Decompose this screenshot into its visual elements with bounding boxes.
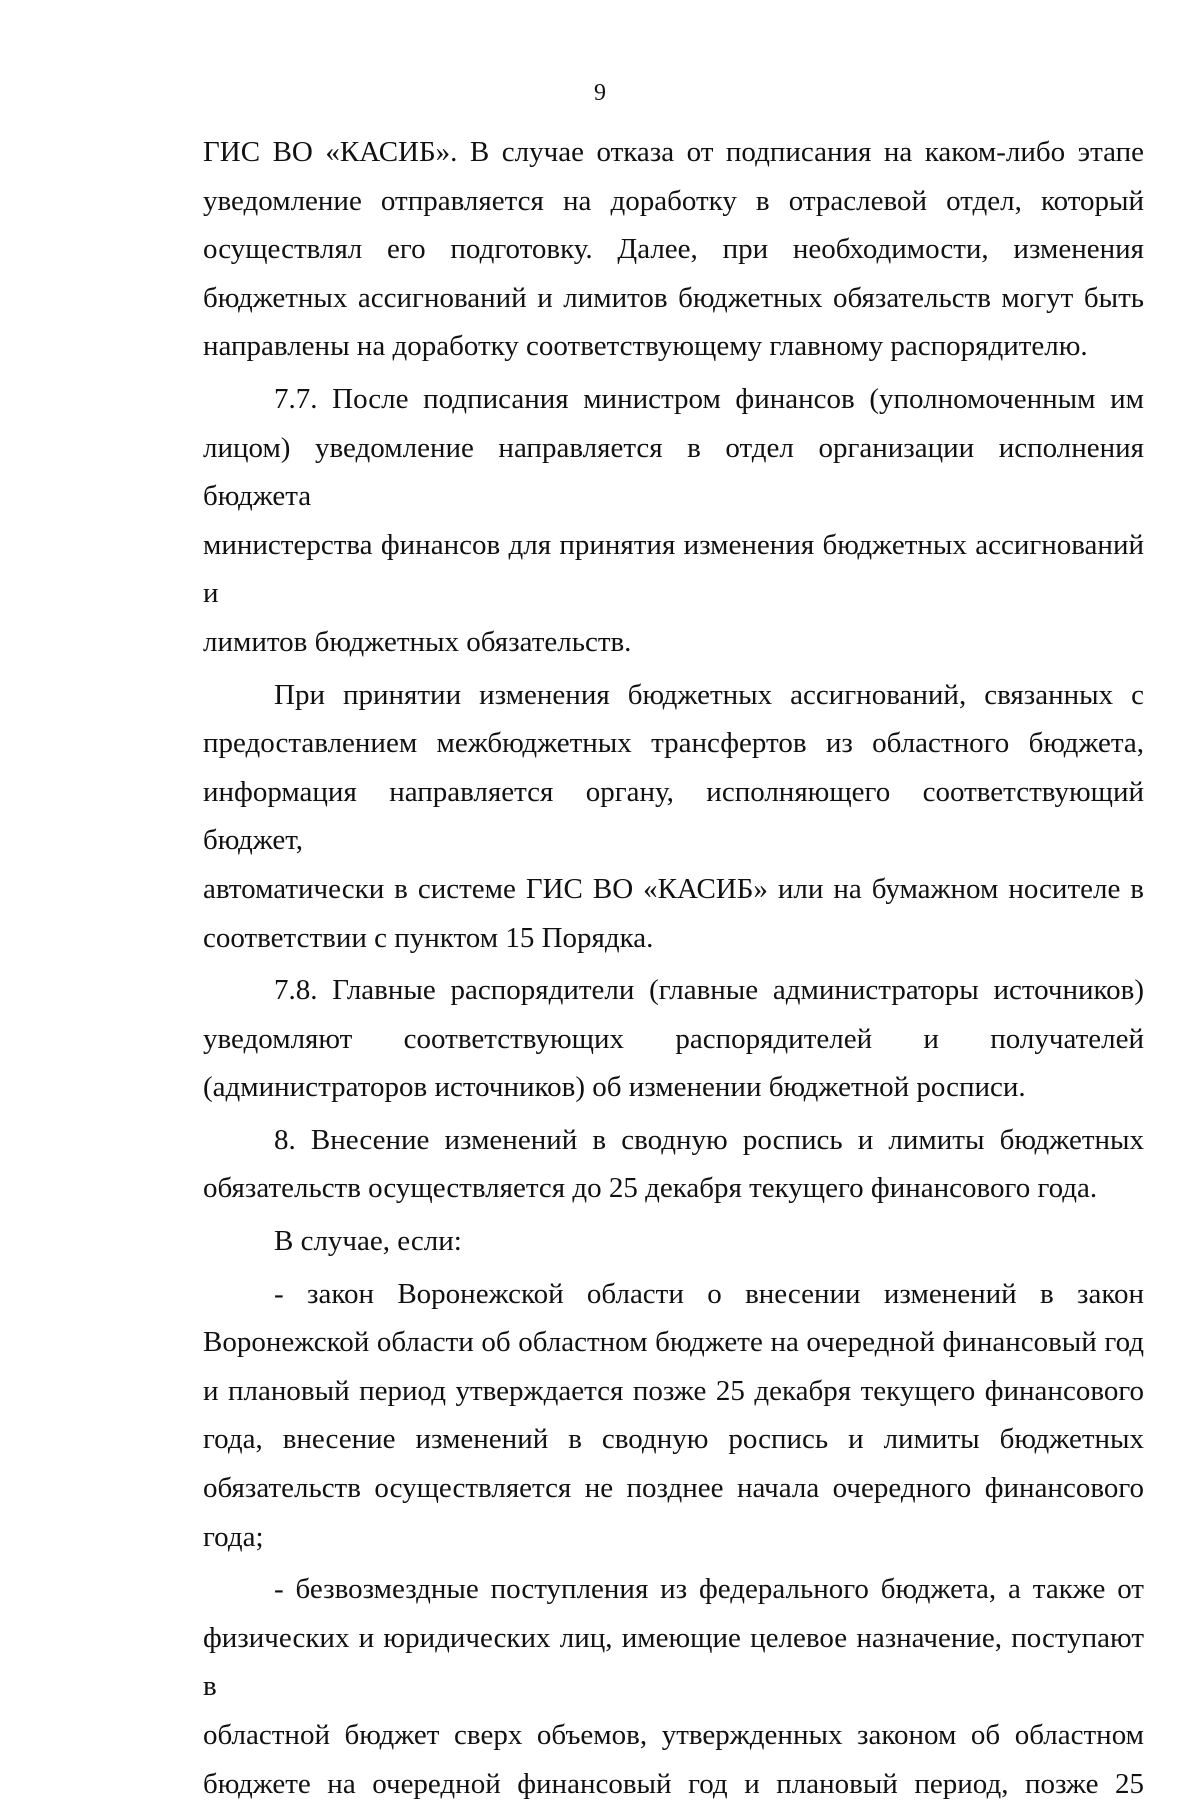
text-line: 7.8. Главные распорядители (главные администраторы источников) — [274, 974, 1144, 1007]
text-line: обязательств осуществляется до 25 декабря текущего финансового года. — [203, 1172, 1098, 1205]
paragraph-in-case — [203, 1217, 1144, 1266]
text-line: уведомляют соответствующих распорядителей и получателей — [203, 1022, 1144, 1055]
text-line: При принятии изменения бюджетных ассигнований, связанных с — [274, 678, 1144, 711]
text-line: и плановый период утверждается позже 25 декабря текущего финансового — [203, 1374, 1144, 1407]
text-line: года, внесение изменений в сводную роспись и лимиты бюджетных — [203, 1423, 1144, 1456]
text-line: лицом) уведомление направляется в отдел организации исполнения бюджета — [203, 431, 1144, 513]
list-item-gratuitous-receipts — [203, 1565, 1144, 1808]
text-line: - безвозмездные поступления из федерального бюджета, а также от — [274, 1573, 1144, 1606]
text-line: - закон Воронежской области о внесении изменений в закон — [274, 1277, 1144, 1310]
text-line: года; — [203, 1520, 264, 1553]
text-line: 7.7. После подписания министром финансов (уполномоченным им — [274, 382, 1144, 415]
text-line: обязательств осуществляется не позднее начала очередного финансового — [203, 1472, 1144, 1505]
text-line: бюджете на очередной финансовый год и плановый период, позже 25 — [203, 1767, 1144, 1800]
text-line: министерства финансов для принятия изменения бюджетных ассигнований и — [203, 528, 1144, 610]
paragraph-continuation — [203, 128, 1144, 371]
text-line: 8. Внесение изменений в сводную роспись и лимиты бюджетных — [274, 1123, 1144, 1156]
text-line: соответствии с пунктом 15 Порядка. — [203, 921, 654, 954]
text-line: (администраторов источников) об изменении бюджетной росписи. — [203, 1071, 1026, 1104]
paragraph-7-7 — [203, 375, 1144, 667]
text-line: В случае, если: — [274, 1225, 462, 1258]
text-line: предоставлением межбюджетных трансфертов из областного бюджета, — [203, 727, 1144, 760]
page-number: 9 — [594, 80, 606, 106]
text-line: физических и юридических лиц, имеющие целевое назначение, поступают в — [203, 1621, 1144, 1703]
text-line: автоматически в системе ГИС ВО «КАСИБ» или на бумажном носителе в — [203, 872, 1144, 905]
text-line: ГИС ВО «КАСИБ». В случае отказа от подписания на каком-либо этапе — [203, 136, 1144, 168]
text-line: Воронежской области об областном бюджете на очередной финансовый год — [203, 1326, 1144, 1359]
text-line: информация направляется органу, исполняющего соответствующий бюджет, — [203, 775, 1144, 857]
text-line: осуществлял его подготовку. Далее, при необходимости, изменения — [203, 233, 1144, 266]
text-line: областной бюджет сверх объемов, утвержденных законом об областном — [203, 1719, 1144, 1751]
paragraph-8 — [203, 1116, 1144, 1213]
text-line: лимитов бюджетных обязательств. — [203, 625, 632, 658]
document-body — [203, 128, 1144, 1808]
text-line: направлены на доработку соответствующему главному распорядителю. — [203, 330, 1088, 363]
paragraph-7-8 — [203, 966, 1144, 1112]
paragraph-interbudget-transfers — [203, 671, 1144, 963]
list-item-law-approval — [203, 1270, 1144, 1562]
text-line: бюджетных ассигнований и лимитов бюджетных обязательств могут быть — [203, 281, 1144, 314]
text-line: уведомление отправляется на доработку в отраслевой отдел, который — [203, 184, 1144, 217]
